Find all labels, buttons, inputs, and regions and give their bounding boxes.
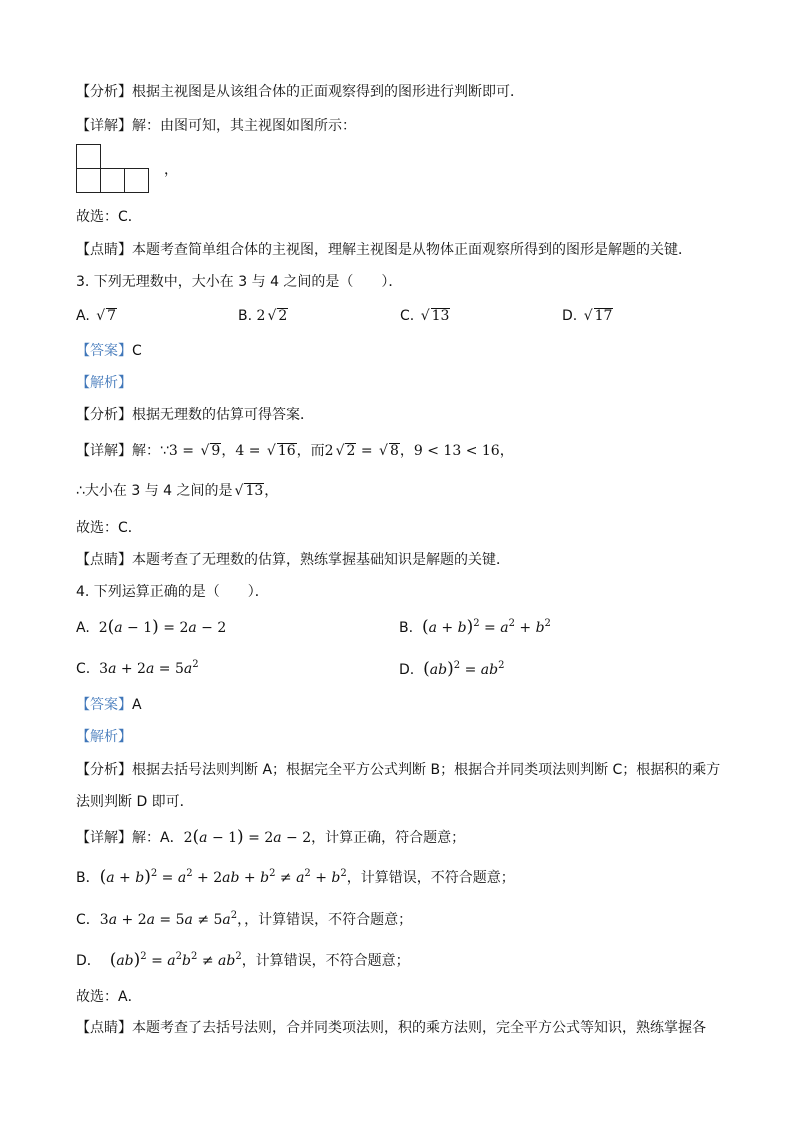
q4-analysis-line-2: 法则判断 D 即可． [76, 794, 194, 810]
q3-option-b-label: B. [238, 308, 253, 324]
q4-detail-c: C．$3a + 2a = 5a \ne 5a^2$，，计算错误，不符合题意； [76, 910, 413, 928]
q3-inequality: 9 < 13 < 16 [413, 443, 500, 459]
q3-option-d-radicand: 17 [594, 308, 613, 324]
q4-option-b: B. $(a + b)^2 = a^2 + b^2$ [399, 617, 551, 637]
q4-answer-tag: 【答案】 [76, 697, 132, 713]
q3-option-d: D. √ 17 [562, 308, 613, 324]
q3-option-b-radicand: 2 [278, 308, 288, 324]
q3-option-a: A. √ 7 [76, 308, 117, 324]
figure-cell-top [76, 144, 101, 169]
q4-detail-a: 【详解】解：A．2(a − 1) = 2a − 2，计算正确，符合题意； [76, 827, 466, 847]
q3-option-b-coef: 2 [256, 308, 266, 324]
q4-detail-b: B．$(a + b)^2 = a^2 + 2ab + b^2 \ne a^2 + b^2$，计算错误，不符合题意； [76, 867, 515, 887]
q3-option-a-label: A. [76, 308, 90, 324]
q2-detail: 【详解】解：由图可知，其主视图如图所示： [76, 118, 356, 134]
q2-comment: 【点睛】本题考查简单组合体的主视图，理解主视图是从物体正面观察所得到的图形是解题的关键． [76, 242, 692, 258]
figure-cell-bottom-3 [124, 168, 149, 193]
q3-option-c-label: C. [400, 308, 415, 324]
q4-stem: 4. 下列运算正确的是（ ）． [76, 584, 269, 600]
q3-conclusion: ∴大小在 3 与 4 之间的是 √ 13， [76, 483, 279, 499]
figure-comma: ， [164, 162, 178, 178]
q3-comment: 【点睛】本题考查了无理数的估算，熟练掌握基础知识是解题的关键． [76, 552, 510, 568]
figure-cell-bottom-2 [100, 168, 125, 193]
q4-analysis-line-1: 【分析】根据去括号法则判断 A；根据完全平方公式判断 B；根据合并同类项法则判断 C；根据积的乘方 [76, 762, 721, 778]
q4-answer [76, 695, 142, 715]
q2-choice: 故选：C． [76, 209, 142, 225]
q3-choice: 故选：C． [76, 520, 142, 536]
q4-parse-tag: 【解析】 [76, 729, 132, 745]
q3-parse-tag: 【解析】 [76, 375, 132, 391]
q4-option-d: D. $(ab)^2 = ab^2$ [399, 659, 505, 679]
q3-option-c: C. √ 13 [400, 308, 450, 324]
q3-stem: 3. 下列无理数中，大小在 3 与 4 之间的是（ ）． [76, 274, 403, 290]
q3-option-c-radicand: 13 [431, 308, 450, 324]
q2-analysis: 【分析】根据主视图是从该组合体的正面观察得到的图形进行判断即可． [76, 84, 524, 100]
q3-answer-value: C [132, 343, 142, 359]
q3-analysis: 【分析】根据无理数的估算可得答案． [76, 407, 314, 423]
q3-answer-tag: 【答案】 [76, 343, 132, 359]
q4-answer-value: A [132, 697, 142, 713]
q3-option-a-radicand: 7 [107, 308, 117, 324]
q3-option-d-label: D. [562, 308, 578, 324]
q3-answer [76, 341, 142, 361]
q4-detail-d: D． $(ab)^2 = a^2b^2 \ne ab^2$，计算错误，不符合题意； [76, 950, 410, 970]
q4-comment: 【点睛】本题考查了去括号法则，合并同类项法则，积的乘方法则，完全平方公式等知识，熟练掌握各 [76, 1020, 706, 1036]
q3-option-b: B. 2 √ 2 [238, 308, 288, 324]
q3-detail: 【详解】解：∵3 = √ 9，4 = √ 16，而2 √ 2 = √ 8，9 < 13 < 16， [76, 443, 514, 459]
q4-option-a: A. 2(a − 1) = 2a − 2 [76, 617, 227, 637]
q4-choice: 故选：A． [76, 989, 142, 1005]
q4-option-c: C. $3a + 2a = 5a^2$ [76, 659, 199, 677]
figure-cell-bottom-1 [76, 168, 101, 193]
